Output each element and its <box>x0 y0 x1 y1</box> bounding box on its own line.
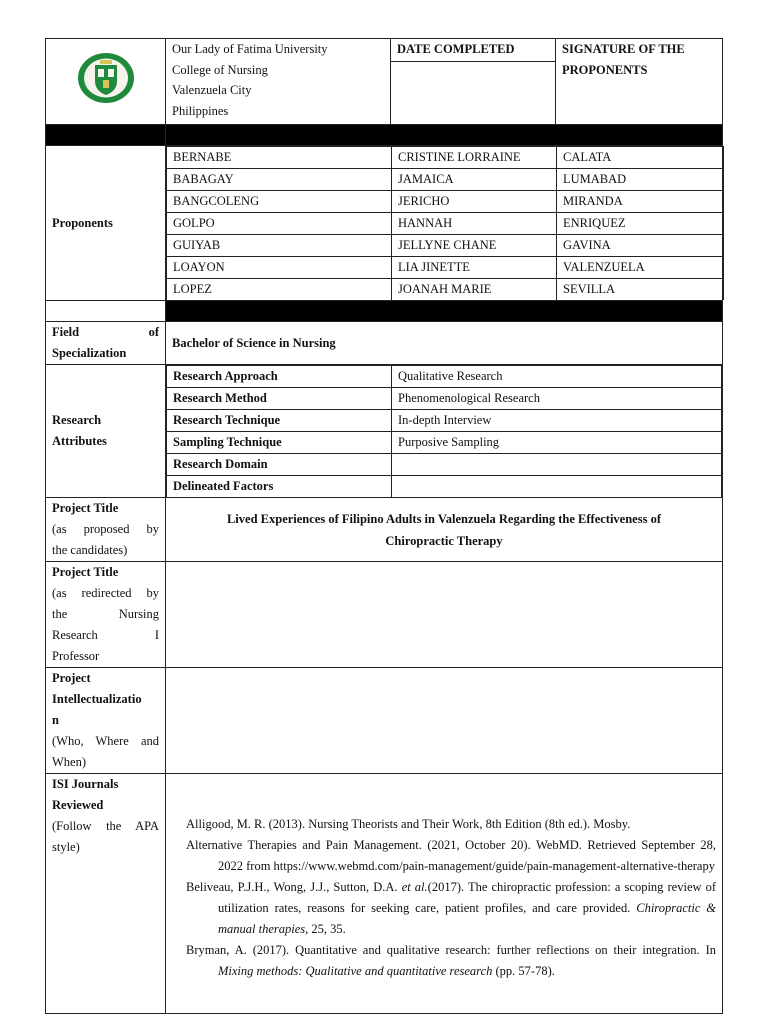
date-completed-cell <box>391 39 556 125</box>
reference-journal: Chiropractic & manual therapies <box>218 901 716 936</box>
journals-label <box>46 774 166 1014</box>
attribute-row <box>167 476 722 498</box>
project-title-note: Professor <box>52 649 100 663</box>
field-label-word: Field <box>52 325 80 339</box>
proponent-last-name: GUIYAB <box>167 235 392 257</box>
attribute-name: Research Method <box>167 388 392 410</box>
proponent-middle-name: CALATA <box>557 147 724 169</box>
intellectualization-label-line: Intellectualizatio <box>52 692 142 706</box>
intellectualization-note: (Who, Where and <box>52 734 159 748</box>
journals-label-line: ISI Journals <box>52 777 119 791</box>
university-logo-cell <box>46 39 166 125</box>
proponent-row <box>167 191 724 213</box>
attribute-value: Phenomenological Research <box>392 388 722 410</box>
journals-note: (Follow the APA <box>52 819 159 833</box>
attribute-row <box>167 454 722 476</box>
field-value: Bachelor of Science in Nursing <box>166 322 723 365</box>
proponent-row <box>167 147 724 169</box>
project-title-label: Project Title <box>52 565 119 579</box>
proponent-last-name: GOLPO <box>167 213 392 235</box>
proponent-first-name: JAMAICA <box>392 169 557 191</box>
proponent-middle-name: GAVINA <box>557 235 724 257</box>
proponent-last-name: BERNABE <box>167 147 392 169</box>
project-title-proposed-value <box>166 498 723 562</box>
proponent-row <box>167 213 724 235</box>
reference-text: (pp. 57-78). <box>495 964 555 978</box>
project-title-note: the candidates) <box>52 543 128 557</box>
intellectualization-value[interactable] <box>166 668 723 774</box>
institution-name: Our Lady of Fatima University <box>172 42 328 56</box>
attribute-value: In-depth Interview <box>392 410 722 432</box>
reference-entry: Alternative Therapies and Pain Management. (2021, October 20). WebMD. Retrieved September 28, 2022 from https://www.webmd.com/pain-management/guide/pain-management-alternative-therapy <box>186 838 716 873</box>
proponent-row <box>167 257 724 279</box>
intellectualization-label <box>46 668 166 774</box>
institution-cell <box>166 39 391 125</box>
proponent-first-name: CRISTINE LORRAINE <box>392 147 557 169</box>
proponent-last-name: LOPEZ <box>167 279 392 301</box>
proponent-last-name: BANGCOLENG <box>167 191 392 213</box>
proponent-row <box>167 169 724 191</box>
institution-city: Valenzuela City <box>172 83 252 97</box>
journals-note: style) <box>52 840 80 854</box>
signature-header-line1: SIGNATURE OF THE <box>562 42 685 56</box>
project-title-label: Project Title <box>52 501 119 515</box>
signature-cell <box>556 39 723 125</box>
attribute-row <box>167 388 722 410</box>
reference-text: , 25, 35. <box>305 922 346 936</box>
attribute-value: Qualitative Research <box>392 366 722 388</box>
research-proposal-form <box>45 38 723 1014</box>
project-title-note: the Nursing <box>52 607 159 621</box>
proponent-middle-name: SEVILLA <box>557 279 724 301</box>
proponent-first-name: JELLYNE CHANE <box>392 235 557 257</box>
black-separator <box>46 125 723 146</box>
proponent-middle-name: LUMABAD <box>557 169 724 191</box>
intellectualization-label-line: Project <box>52 671 91 685</box>
project-title-redirected-label <box>46 562 166 668</box>
reference-book: Mixing methods: Qualitative and quantitative research <box>218 964 493 978</box>
reference-entry: Alligood, M. R. (2013). Nursing Theorists and Their Work, 8th Edition (8th ed.). Mosby. <box>186 817 631 831</box>
journals-references <box>166 774 723 1014</box>
project-title-redirected-value[interactable] <box>166 562 723 668</box>
proponents-label: Proponents <box>46 146 166 301</box>
attribute-row <box>167 410 722 432</box>
attributes-label-line2: Attributes <box>52 434 107 448</box>
attribute-name: Research Approach <box>167 366 392 388</box>
project-title-note: Research I <box>52 628 159 642</box>
institution-country: Philippines <box>172 103 229 118</box>
attribute-row <box>167 366 722 388</box>
proponent-first-name: HANNAH <box>392 213 557 235</box>
proponents-list <box>166 146 723 301</box>
reference-etal: et al. <box>401 880 428 894</box>
project-title-note: (as redirected by <box>52 586 159 600</box>
reference-text: (2017). The chiropractic profession: a scoping review of utilization rates, reasons for seeking care, patient profiles, and care provided. <box>218 880 717 915</box>
field-label-word: of <box>148 325 159 339</box>
signature-header-line2: PROPONENTS <box>562 63 648 77</box>
attributes-label <box>46 365 166 498</box>
proponent-last-name: LOAYON <box>167 257 392 279</box>
project-title-line2: Chiropractic Therapy <box>385 533 503 548</box>
attribute-name: Research Technique <box>167 410 392 432</box>
attribute-value[interactable] <box>392 476 722 498</box>
proponent-first-name: JOANAH MARIE <box>392 279 557 301</box>
field-label <box>46 322 166 365</box>
attribute-name: Sampling Technique <box>167 432 392 454</box>
date-completed-field[interactable] <box>391 62 555 124</box>
field-label-line2: Specialization <box>52 346 127 360</box>
reference-text: Bryman, A. (2017). Quantitative and qualitative research: further reflections on their integration. In <box>186 943 716 957</box>
proponent-middle-name: ENRIQUEZ <box>557 213 724 235</box>
journals-label-line: Reviewed <box>52 798 104 812</box>
proponent-row <box>167 235 724 257</box>
proponent-row <box>167 279 724 301</box>
project-title-proposed-label <box>46 498 166 562</box>
proponent-first-name: LIA JINETTE <box>392 257 557 279</box>
reference-entry <box>186 940 716 982</box>
attribute-row <box>167 432 722 454</box>
proponent-first-name: JERICHO <box>392 191 557 213</box>
date-completed-header: DATE COMPLETED <box>391 39 555 62</box>
attributes-table <box>166 365 723 498</box>
proponent-last-name: BABAGAY <box>167 169 392 191</box>
intellectualization-note: When) <box>52 755 87 769</box>
intellectualization-label-line: n <box>52 713 59 727</box>
proponent-middle-name: MIRANDA <box>557 191 724 213</box>
attribute-name: Delineated Factors <box>167 476 392 498</box>
university-seal-icon <box>76 51 136 105</box>
attribute-value: Purposive Sampling <box>392 432 722 454</box>
college-name: College of Nursing <box>172 62 268 77</box>
attributes-label-line1: Research <box>52 413 102 427</box>
attribute-value[interactable] <box>392 454 722 476</box>
proponent-middle-name: VALENZUELA <box>557 257 724 279</box>
project-title-line1: Lived Experiences of Filipino Adults in Valenzuela Regarding the Effectiveness of <box>226 511 662 526</box>
black-separator <box>46 301 723 322</box>
attribute-name: Research Domain <box>167 454 392 476</box>
project-title-note: (as proposed by <box>52 522 159 536</box>
reference-text: Beliveau, P.J.H., Wong, J.J., Sutton, D.A. <box>186 880 398 894</box>
reference-entry <box>186 877 716 940</box>
